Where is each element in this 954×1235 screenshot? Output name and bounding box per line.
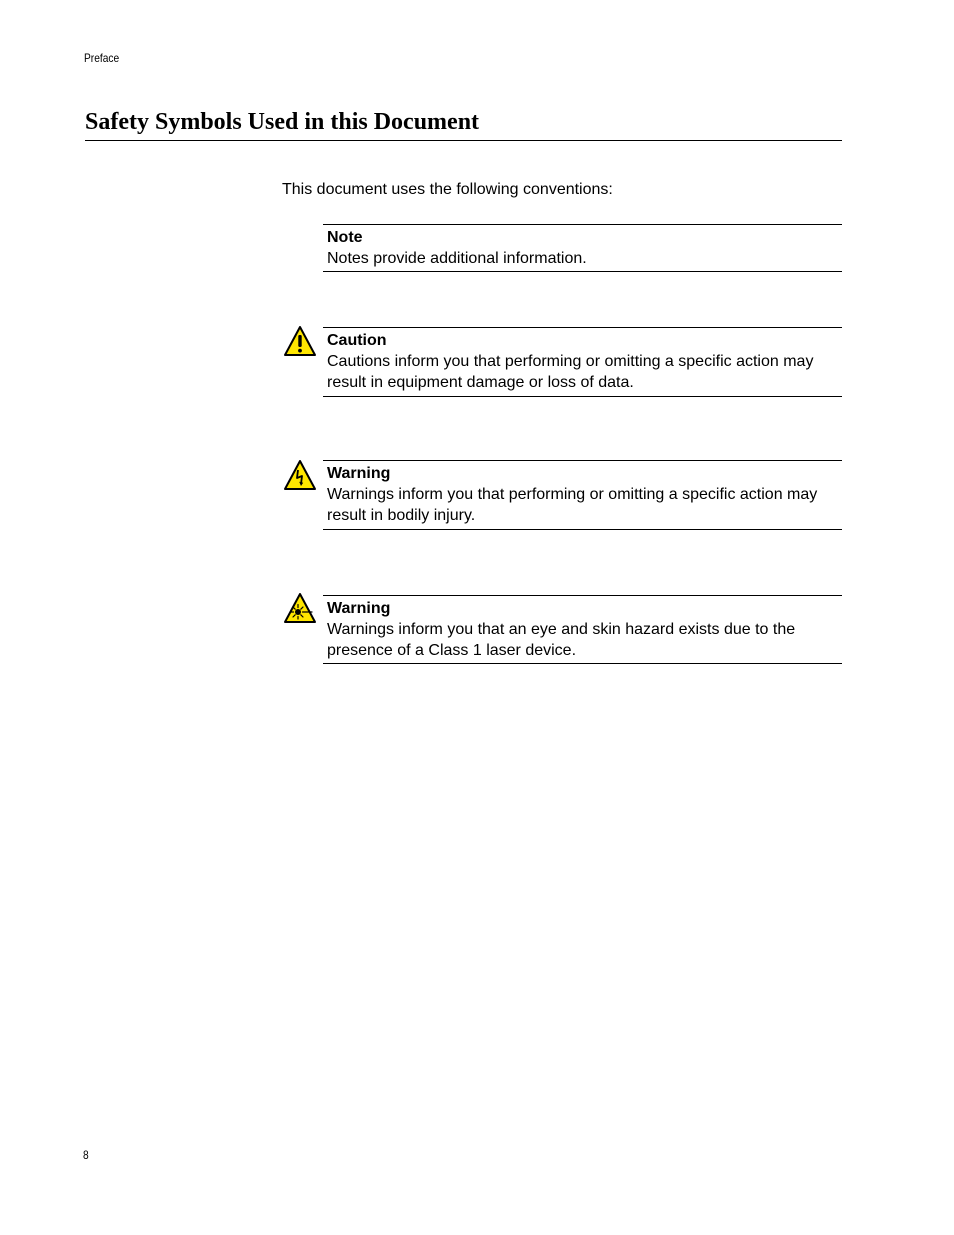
note-box [323, 224, 842, 272]
laser-hazard-icon [283, 592, 317, 624]
intro-text: This document uses the following conventions: [282, 181, 613, 198]
laser-warning-text: Warnings inform you that an eye and skin hazard exists due to the presence of a Class 1 laser device. [327, 621, 796, 659]
caution-box [323, 327, 842, 397]
running-head: Preface [84, 51, 120, 65]
electrical-warning-label: Warning [327, 465, 391, 482]
laser-warning-label: Warning [327, 600, 391, 617]
caution-label: Caution [327, 332, 387, 349]
laser-warning-box [323, 595, 842, 664]
note-label: Note [327, 229, 363, 246]
section-title: Safety Symbols Used in this Document [85, 109, 480, 135]
electrical-hazard-icon [283, 459, 317, 491]
caution-exclamation-icon [283, 325, 317, 357]
electrical-warning-box [323, 460, 842, 530]
page-number: 8 [83, 1148, 89, 1162]
note-text: Notes provide additional information. [327, 250, 587, 267]
electrical-warning-text: Warnings inform you that performing or omitting a specific action may result in bodily injury. [327, 486, 818, 524]
caution-text: Cautions inform you that performing or omitting a specific action may result in equipment damage or loss of data. [327, 353, 814, 391]
title-rule [85, 140, 842, 141]
